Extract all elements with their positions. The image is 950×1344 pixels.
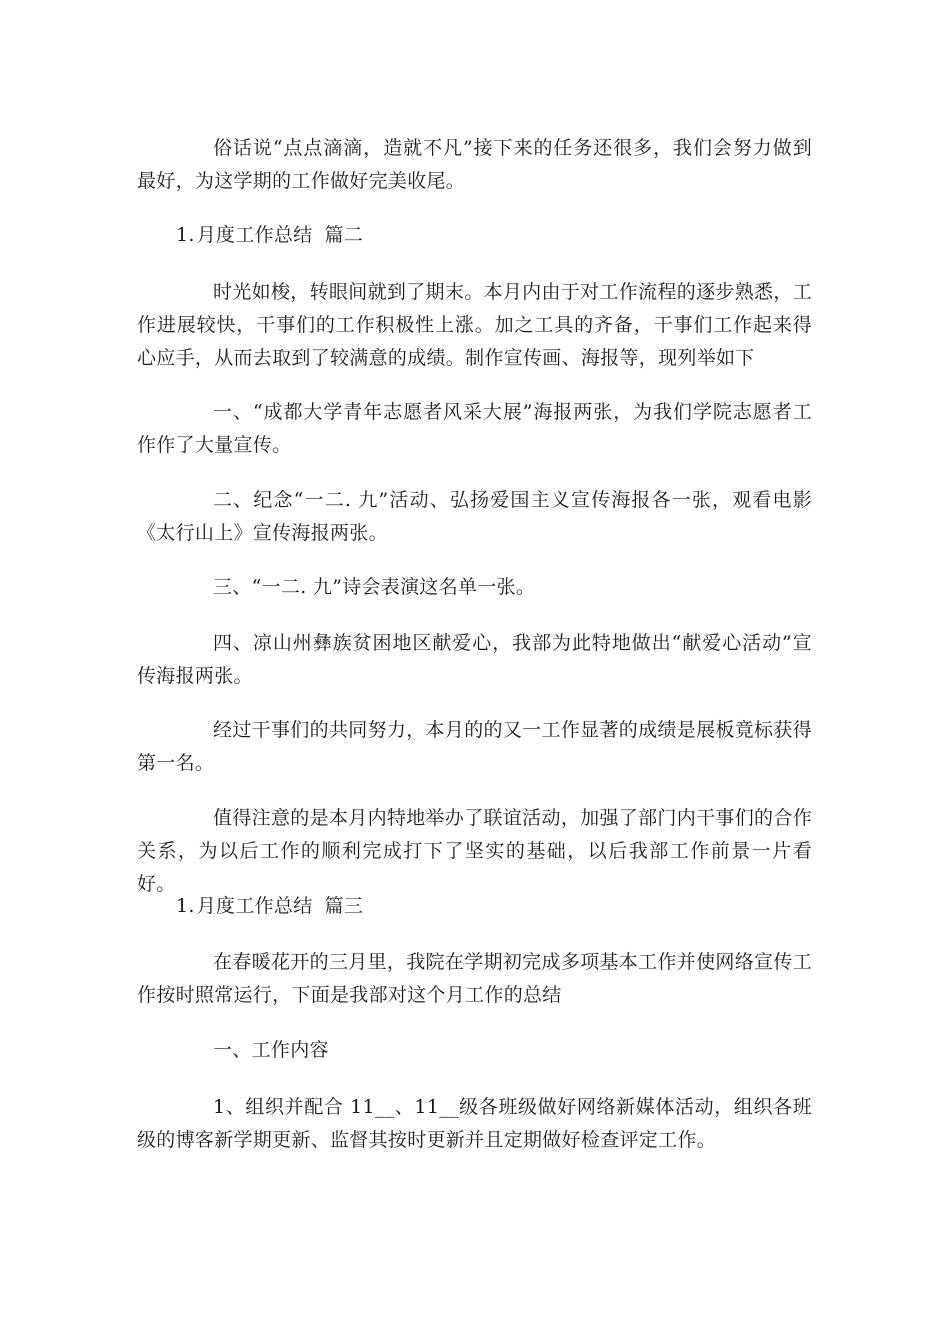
heading-part: 篇二: [324, 224, 364, 246]
paragraph-achievement: 经过干事们的共同努力，本月的的又一工作显著的成绩是展板竟标获得第一名。: [137, 719, 812, 774]
paragraph-intro-part-two: 时光如梭，转眼间就到了期末。本月内由于对工作流程的逐步熟悉，工作进展较快，干事们的工作积极性上涨。加之工具的齐备，干事们工作起来得心应手，从而去取到了较满意的成绩。制作宣传画、海报等，现列举如下: [137, 281, 812, 369]
paragraph-intro-part-three: 在春暖花开的三月里，我院在学期初完成多项基本工作并使网络宣传工作按时照常运行，下面是我部对这个月工作的总结: [137, 951, 812, 1006]
paragraph-item-two: 二、纪念“一二. 九”活动、弘扬爱国主义宣传海报各一张，观看电影《太行山上》宣传海报两张。: [137, 489, 812, 544]
heading-number: 1.: [176, 224, 195, 246]
paragraph-social-event: 值得注意的是本月内特地举办了联谊活动，加强了部门内干事们的合作关系，为以后工作的顺利完成打下了坚实的基础，以后我部工作前景一片看好。: [137, 807, 812, 895]
heading-number: 1.: [176, 895, 195, 917]
paragraph-item-three: 三、“一二. 九”诗会表演这名单一张。: [213, 576, 536, 598]
section-heading-part-three: [176, 890, 363, 923]
paragraph-item-one: 一、“成都大学青年志愿者风采大展”海报两张，为我们学院志愿者工作作了大量宣传。: [137, 401, 812, 456]
paragraph-work-content-heading: 一、工作内容: [213, 1039, 329, 1061]
paragraph-work-item-one: 1、组织并配合 11__、11__级各班级做好网络新媒体活动，组织各班级的博客新学期更新、监督其按时更新并且定期做好检查评定工作。: [137, 1096, 812, 1151]
section-heading-part-two: [176, 219, 363, 252]
heading-title: 月度工作总结: [196, 224, 313, 246]
heading-title: 月度工作总结: [196, 895, 313, 917]
heading-part: 篇三: [324, 895, 364, 917]
paragraph-item-four: 四、凉山州彝族贫困地区献爱心，我部为此特地做出“献爱心活动”宣传海报两张。: [137, 632, 812, 687]
paragraph-closing-remark: 俗话说“点点滴滴，造就不凡”接下来的任务还很多，我们会努力做到最好，为这学期的工作做好完美收尾。: [137, 137, 812, 192]
